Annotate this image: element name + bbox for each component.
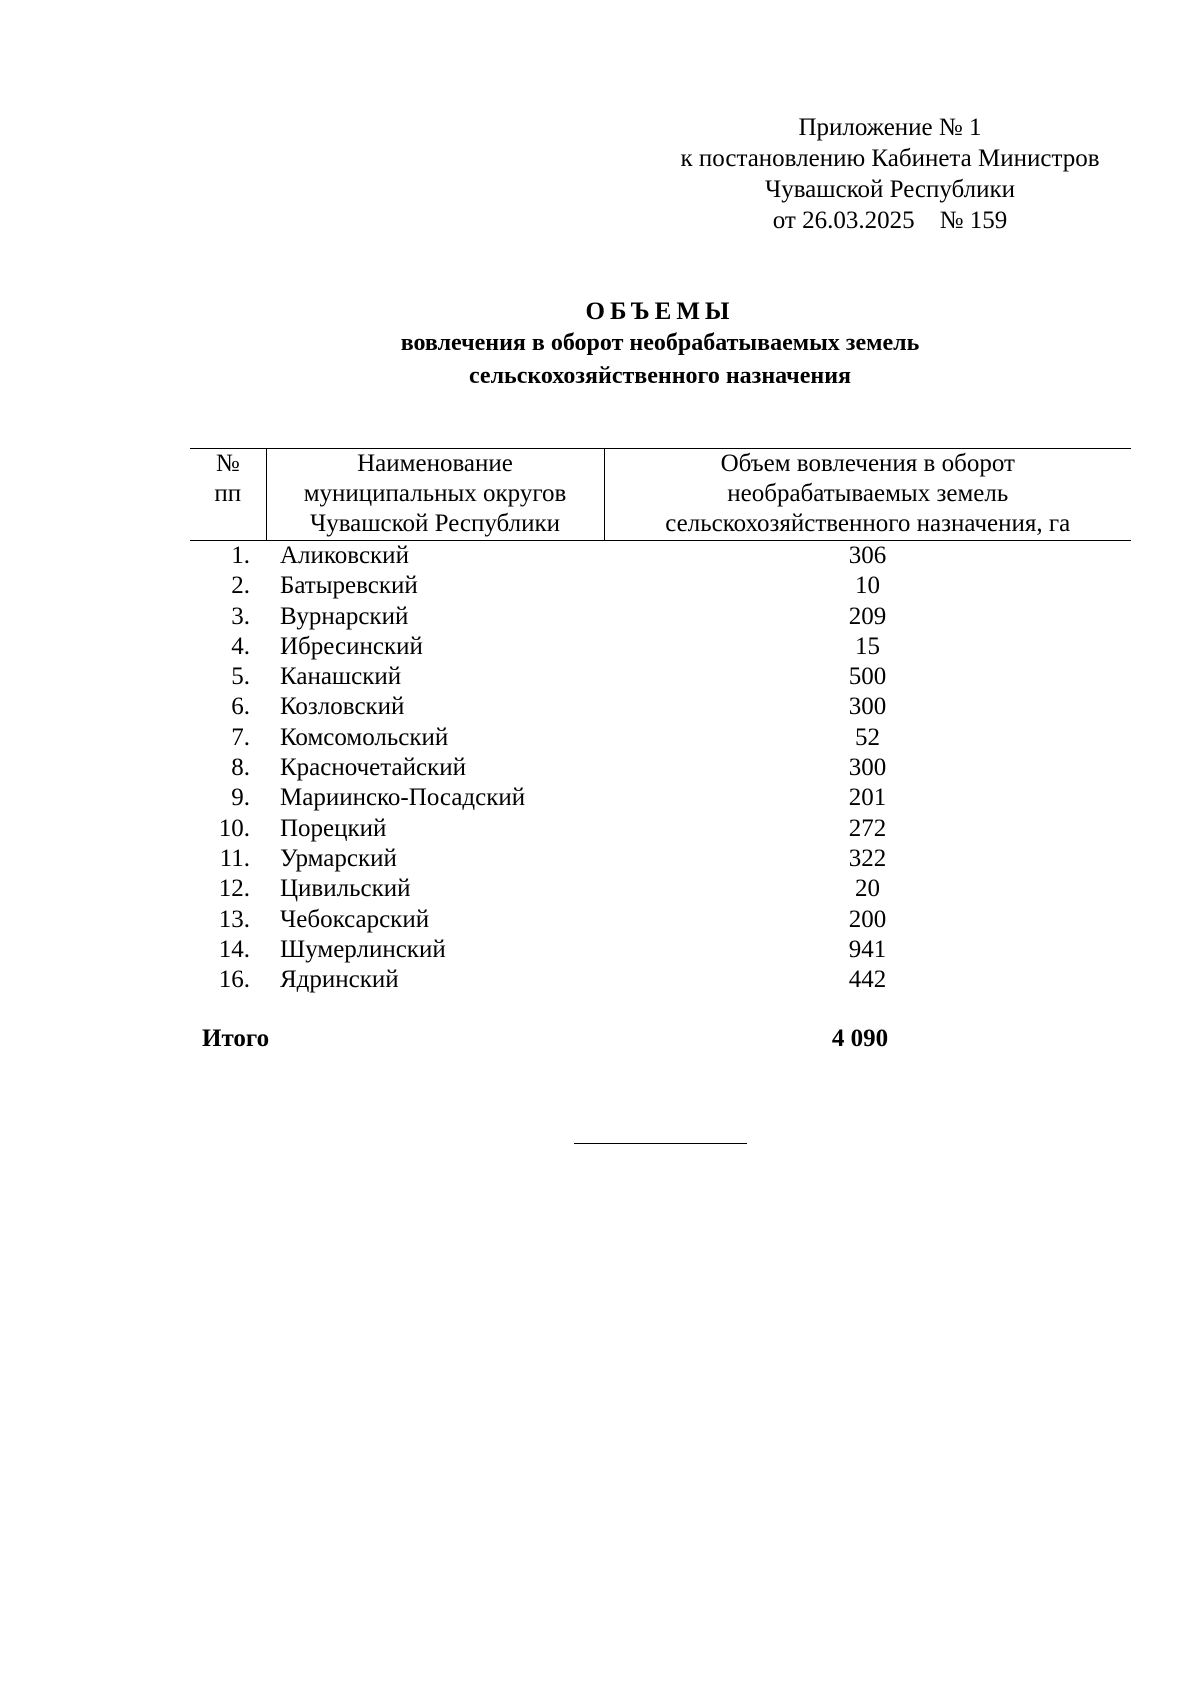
row-number: 16. (218, 966, 250, 994)
total-value: 4 090 (831, 1025, 889, 1052)
title-subtitle-line1: вовлечения в оборот необрабатываемых земель (400, 330, 920, 356)
volume-value: 500 (848, 663, 887, 691)
district-name: Козловский (280, 693, 405, 721)
district-name: Канашский (280, 663, 402, 691)
appendix-header (660, 112, 1120, 236)
volume-value: 201 (848, 784, 887, 812)
table-body (190, 541, 1131, 996)
appendix-decree-ref: к постановлению Кабинета Министров (680, 145, 1100, 172)
row-number: 12. (218, 875, 250, 903)
district-name: Мариинско-Посадский (280, 784, 526, 812)
volume-value: 10 (855, 572, 880, 600)
table-row (190, 783, 1131, 813)
row-number: 3. (231, 602, 250, 630)
table-header (190, 449, 1131, 541)
appendix-republic: Чувашской Республики (764, 176, 1016, 203)
row-number: 9. (231, 784, 250, 812)
row-number: 13. (218, 905, 250, 933)
district-name: Чебоксарский (280, 905, 430, 933)
table-row (190, 632, 1131, 662)
volume-value: 941 (848, 935, 887, 963)
volume-value: 306 (848, 542, 887, 569)
appendix-number: Приложение № 1 (798, 114, 982, 141)
district-name: Ибресинский (280, 632, 423, 660)
row-number: 8. (231, 754, 250, 782)
district-name: Аликовский (280, 542, 409, 569)
district-name: Ядринский (280, 966, 399, 994)
row-number: 10. (218, 814, 250, 842)
district-name: Шумерлинский (280, 935, 446, 963)
volumes-table (190, 448, 1131, 995)
table-row (190, 844, 1131, 874)
title-main: ОБЪЕМЫ (585, 298, 735, 325)
row-number: 14. (218, 935, 250, 963)
table-row (190, 692, 1131, 722)
row-number: 5. (231, 663, 250, 691)
volume-value: 209 (848, 602, 887, 630)
table-row (190, 571, 1131, 601)
document-title (180, 296, 1140, 393)
header-volume: Объем вовлечения в оборот необрабатываемых земель сельскохозяйственного назначения, га (604, 449, 1131, 541)
row-number: 6. (231, 693, 250, 721)
table-row (190, 814, 1131, 844)
volume-value: 15 (855, 632, 880, 660)
appendix-date-number: от 26.03.2025 № 159 (772, 207, 1008, 234)
district-name: Батыревский (280, 572, 418, 600)
volume-value: 20 (855, 875, 880, 903)
table-row (190, 965, 1131, 995)
table-row (190, 753, 1131, 783)
row-number: 7. (231, 723, 250, 751)
title-subtitle-line2: сельскохозяйственного назначения (468, 363, 852, 389)
volume-value: 300 (848, 754, 887, 782)
district-name: Урмарский (280, 844, 397, 872)
volume-value: 442 (848, 966, 887, 994)
row-number: 1. (231, 542, 250, 569)
table-row (190, 723, 1131, 753)
row-number: 4. (231, 632, 250, 660)
district-name: Порецкий (280, 814, 387, 842)
table-row (190, 541, 1131, 572)
district-name: Цивильский (280, 875, 411, 903)
table-row (190, 874, 1131, 904)
row-number: 2. (231, 572, 250, 600)
table-row (190, 662, 1131, 692)
district-name: Красночетайский (280, 754, 466, 782)
district-name: Вурнарский (280, 602, 409, 630)
table-row (190, 602, 1131, 632)
total-label: Итого (202, 1025, 270, 1052)
table-row (190, 905, 1131, 935)
volume-value: 200 (848, 905, 887, 933)
header-district-name: Наименование муниципальных округов Чувашской Республики (266, 449, 604, 541)
volume-value: 52 (855, 723, 880, 751)
end-divider (574, 1143, 747, 1144)
table-row (190, 935, 1131, 965)
volume-value: 322 (848, 844, 887, 872)
header-number: № пп (190, 449, 266, 541)
volume-value: 272 (848, 814, 887, 842)
volume-value: 300 (848, 693, 887, 721)
district-name: Комсомольский (280, 723, 449, 751)
row-number: 11. (219, 844, 250, 872)
